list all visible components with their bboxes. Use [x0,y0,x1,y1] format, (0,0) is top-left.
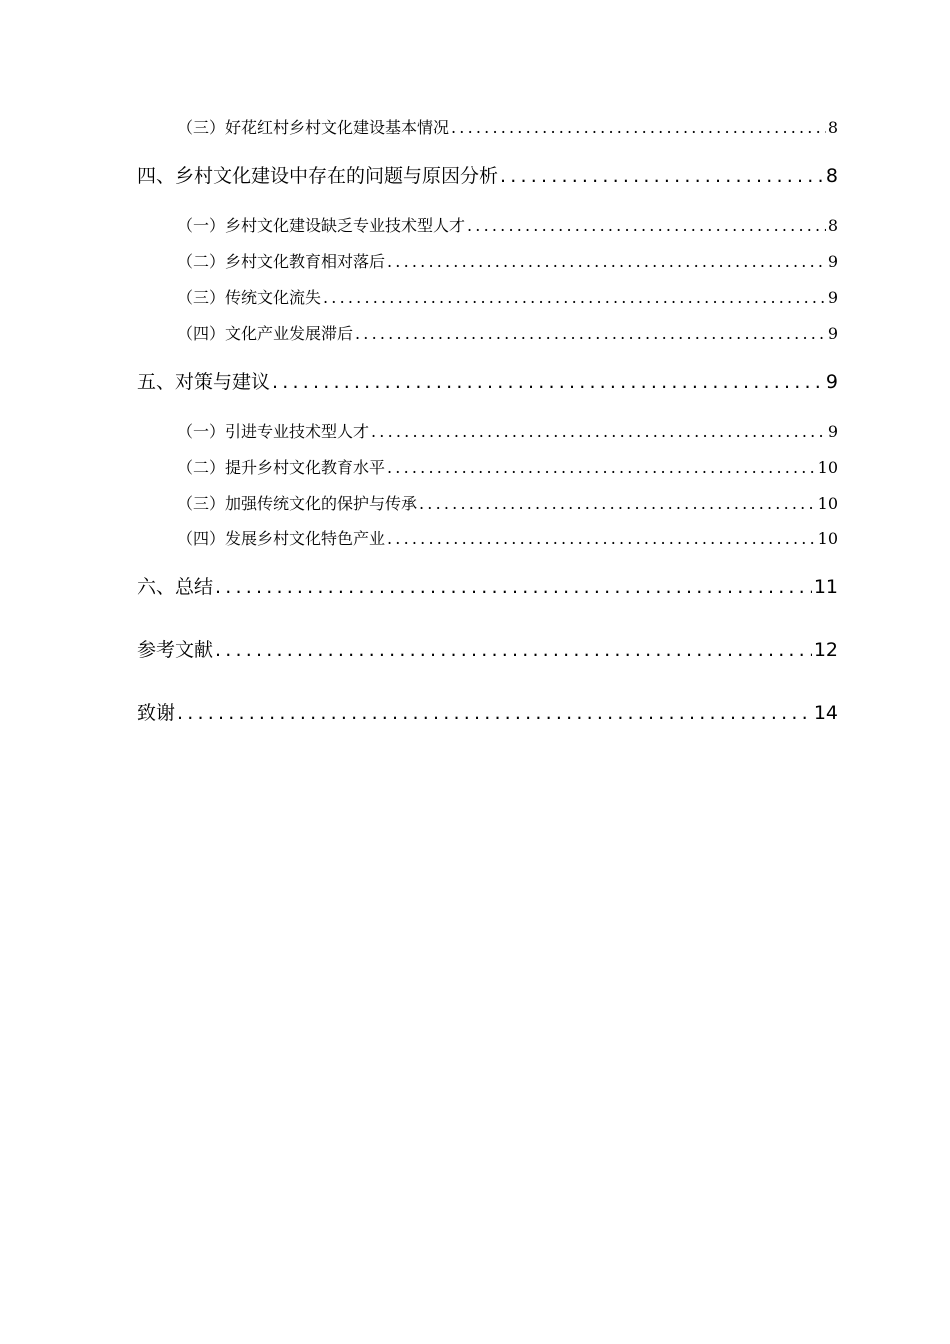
toc-dot-leader [215,638,812,662]
toc-entry-label: （四）发展乡村文化特色产业 [177,529,386,548]
toc-entry-label: （二）乡村文化教育相对落后 [177,252,386,271]
toc-dot-leader [467,216,826,236]
toc-entry-4-1[interactable] [177,216,838,236]
toc-page-number: 8 [825,165,838,187]
toc-entry-label: （二）提升乡村文化教育水平 [177,458,386,477]
toc-dot-leader [177,701,812,725]
toc-dot-leader [419,494,816,514]
toc-dot-leader [355,324,826,344]
toc-entry-label: （一）乡村文化建设缺乏专业技术型人才 [177,216,466,235]
toc-entry-acknowledgements[interactable] [137,701,838,725]
toc-dot-leader [451,118,826,138]
toc-entry-5-3[interactable] [177,494,838,514]
toc-page-number: 10 [817,458,838,477]
toc-entry-label: 致谢 [137,702,176,724]
toc-dot-leader [215,575,812,599]
toc-entry-4-3[interactable] [177,288,838,308]
toc-entry-label: （三）传统文化流失 [177,288,322,307]
toc-entry-label: 四、乡村文化建设中存在的问题与原因分析 [137,165,499,187]
toc-entry-5-2[interactable] [177,458,838,478]
toc-entry-label: 参考文献 [137,639,214,661]
toc-page-number: 8 [827,118,838,137]
toc-page-number: 9 [827,324,838,343]
toc-entry-chapter-6[interactable] [137,575,838,599]
toc-page-number: 11 [813,576,838,598]
toc-page-number: 10 [817,494,838,513]
toc-page-number: 14 [813,702,838,724]
toc-entry-4-2[interactable] [177,252,838,272]
toc-entry-3-3[interactable] [177,118,838,138]
toc-dot-leader [272,370,824,394]
toc-dot-leader [387,458,816,478]
toc-page-number: 8 [827,216,838,235]
toc-entry-5-4[interactable] [177,529,838,549]
toc-dot-leader [387,529,816,549]
toc-entry-5-1[interactable] [177,422,838,442]
toc-entry-label: 五、对策与建议 [137,371,271,393]
toc-entry-label: 六、总结 [137,576,214,598]
toc-entry-label: （四）文化产业发展滞后 [177,324,354,343]
toc-dot-leader [323,288,826,308]
toc-page-number: 10 [817,529,838,548]
toc-dot-leader [500,164,824,188]
toc-entry-label: （三）加强传统文化的保护与传承 [177,494,418,513]
toc-dot-leader [371,422,826,442]
toc-page-number: 9 [827,288,838,307]
toc-page-number: 12 [813,639,838,661]
toc-entry-label: （一）引进专业技术型人才 [177,422,370,441]
toc-page-number: 9 [825,371,838,393]
toc-entry-chapter-4[interactable] [137,164,838,188]
toc-entry-4-4[interactable] [177,324,838,344]
toc-entry-chapter-5[interactable] [137,370,838,394]
toc-entry-references[interactable] [137,638,838,662]
toc-entry-label: （三）好花红村乡村文化建设基本情况 [177,118,450,137]
toc-dot-leader [387,252,826,272]
toc-page-number: 9 [827,422,838,441]
toc-page-number: 9 [827,252,838,271]
